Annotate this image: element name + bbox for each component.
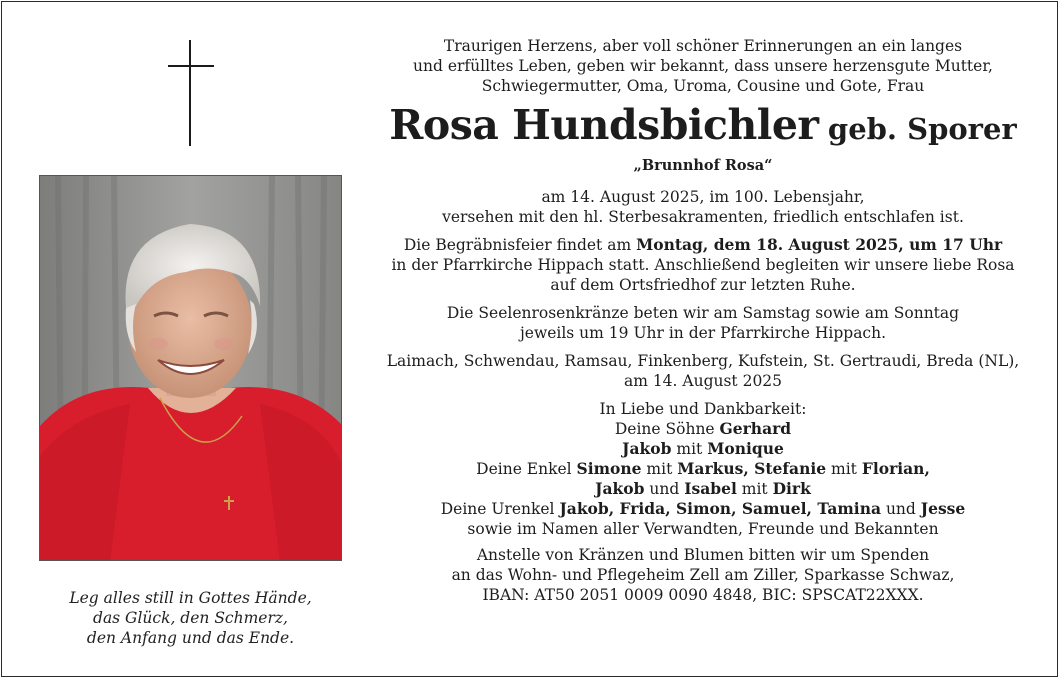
funeral-line: in der Pfarrkirche Hippach statt. Anschließend begleiten wir unsere liebe Rosa: [391, 256, 1015, 274]
grandchildren-line: Deine Enkel Simone mit Markus, Stefanie mit Florian,: [476, 459, 930, 478]
obituary-card: [1, 1, 1058, 677]
deceased-name: Rosa Hundsbichler: [389, 101, 819, 149]
funeral-line: Die Begräbnisfeier findet am Montag, dem 18. August 2025, um 17 Uhr: [403, 235, 1003, 254]
poem-verse: [22, 588, 359, 648]
funeral-date: Montag, dem 18. August 2025, um 17 Uhr: [636, 235, 1003, 254]
poem-line: den Anfang und das Ende.: [86, 629, 295, 647]
poem-line: Leg alles still in Gottes Hände,: [69, 589, 312, 607]
places-line: Laimach, Schwendau, Ramsau, Finkenberg, Kufstein, St. Gertraudi, Breda (NL),: [386, 352, 1020, 370]
intro-line: Schwiegermutter, Oma, Uroma, Cousine und Gote, Frau: [481, 77, 925, 95]
obituary-text: [382, 36, 1024, 605]
grandchildren-line: Jakob und Isabel mit Dirk: [595, 479, 811, 498]
sons-line: Deine Söhne Gerhard: [614, 419, 792, 438]
deceased-name-line: [382, 102, 1024, 157]
death-line: am 14. August 2025, im 100. Lebensjahr,: [541, 188, 865, 206]
mourners-intro: In Liebe und Dankbarkeit:: [599, 400, 807, 418]
nickname: „Brunnhof Rosa“: [633, 157, 773, 174]
donation-line: Anstelle von Kränzen und Blumen bitten wir um Spenden: [476, 546, 930, 564]
sons-line: Jakob mit Monique: [622, 439, 784, 458]
rosary-line: jeweils um 19 Uhr in der Pfarrkirche Hippach.: [519, 324, 887, 342]
portrait-photo: [39, 175, 342, 561]
great-grandchildren-line: Deine Urenkel Jakob, Frida, Simon, Samuel, Tamina und Jesse: [440, 499, 966, 518]
donation-line: IBAN: AT50 2051 0009 0090 4848, BIC: SPSCAT22XXX.: [482, 586, 924, 604]
rosary-line: Die Seelenrosenkränze beten wir am Samstag sowie am Sonntag: [446, 304, 960, 322]
funeral-line: auf dem Ortsfriedhof zur letzten Ruhe.: [550, 276, 856, 294]
relatives-line: sowie im Namen aller Verwandten, Freunde und Bekannten: [467, 520, 939, 538]
places-line: am 14. August 2025: [623, 372, 783, 390]
intro-line: Traurigen Herzens, aber voll schöner Erinnerungen an ein langes: [443, 37, 963, 55]
cross-symbol: [168, 40, 214, 146]
death-line: versehen mit den hl. Sterbesakramenten, friedlich entschlafen ist.: [442, 208, 964, 226]
poem-line: das Glück, den Schmerz,: [93, 609, 288, 627]
intro-line: und erfülltes Leben, geben wir bekannt, dass unsere herzensgute Mutter,: [413, 57, 993, 75]
donation-line: an das Wohn- und Pflegeheim Zell am Ziller, Sparkasse Schwaz,: [451, 566, 955, 584]
birth-name: geb. Sporer: [827, 112, 1017, 146]
